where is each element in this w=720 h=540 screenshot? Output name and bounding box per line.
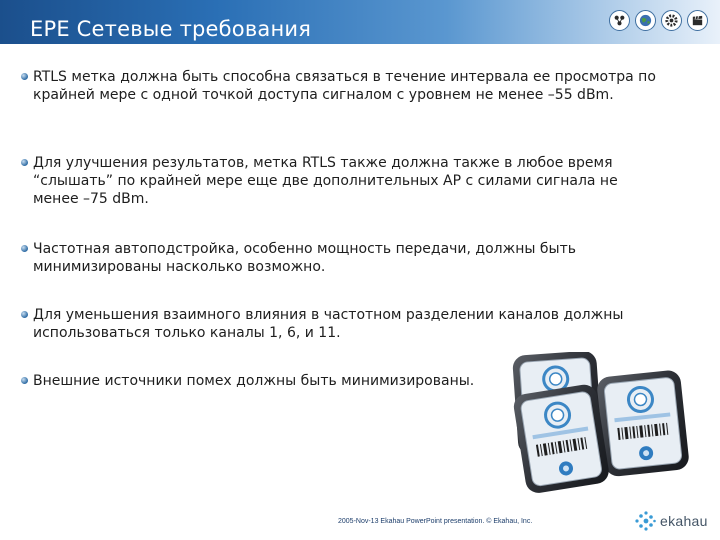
directors-clapboard-icon xyxy=(687,10,708,31)
bullet-marker-icon xyxy=(21,159,28,166)
title-bar xyxy=(0,0,720,44)
rtls-tags-image xyxy=(488,352,720,517)
bullet-text: Для улучшения результатов, метка RTLS также должна также в любое время “слышать” по крайней мере еще две дополнительных AP с силами сигнала не менее –75 dBm. xyxy=(33,155,618,207)
slide-title: EPE Сетевые требования xyxy=(30,17,312,41)
gear-icon xyxy=(661,10,682,31)
people-network-icon xyxy=(609,10,630,31)
bullet-marker-icon xyxy=(21,311,28,318)
bullet-text: Частотная автоподстройка, особенно мощность передачи, должны быть минимизированы насколько возможно. xyxy=(33,241,576,275)
bullet-text: RTLS метка должна быть способна связаться в течение интервала ее просмотра по крайней мере с одной точкой доступа сигналом с уровнем не менее –55 dBm. xyxy=(33,69,656,103)
footer-text: 2005-Nov-13 Ekahau PowerPoint presentation. © Ekahau, Inc. xyxy=(338,518,533,525)
bullet-item xyxy=(21,240,661,276)
bullet-marker-icon xyxy=(21,73,28,80)
bullet-item xyxy=(21,154,661,208)
bullet-marker-icon xyxy=(21,245,28,252)
ekahau-logo-text: ekahau xyxy=(660,513,708,529)
bullet-item xyxy=(21,306,661,342)
bullet-text: Для уменьшения взаимного влияния в частотном разделении каналов должны использоваться только каналы 1, 6, и 11. xyxy=(33,307,624,341)
bullet-item xyxy=(21,68,661,104)
header-icon-group xyxy=(609,10,708,31)
ekahau-logo xyxy=(634,510,708,532)
ekahau-logo-mark-icon xyxy=(634,510,656,532)
bullet-text: Внешние источники помех должны быть минимизированы. xyxy=(33,373,475,389)
globe-icon xyxy=(635,10,656,31)
bullet-marker-icon xyxy=(21,377,28,384)
